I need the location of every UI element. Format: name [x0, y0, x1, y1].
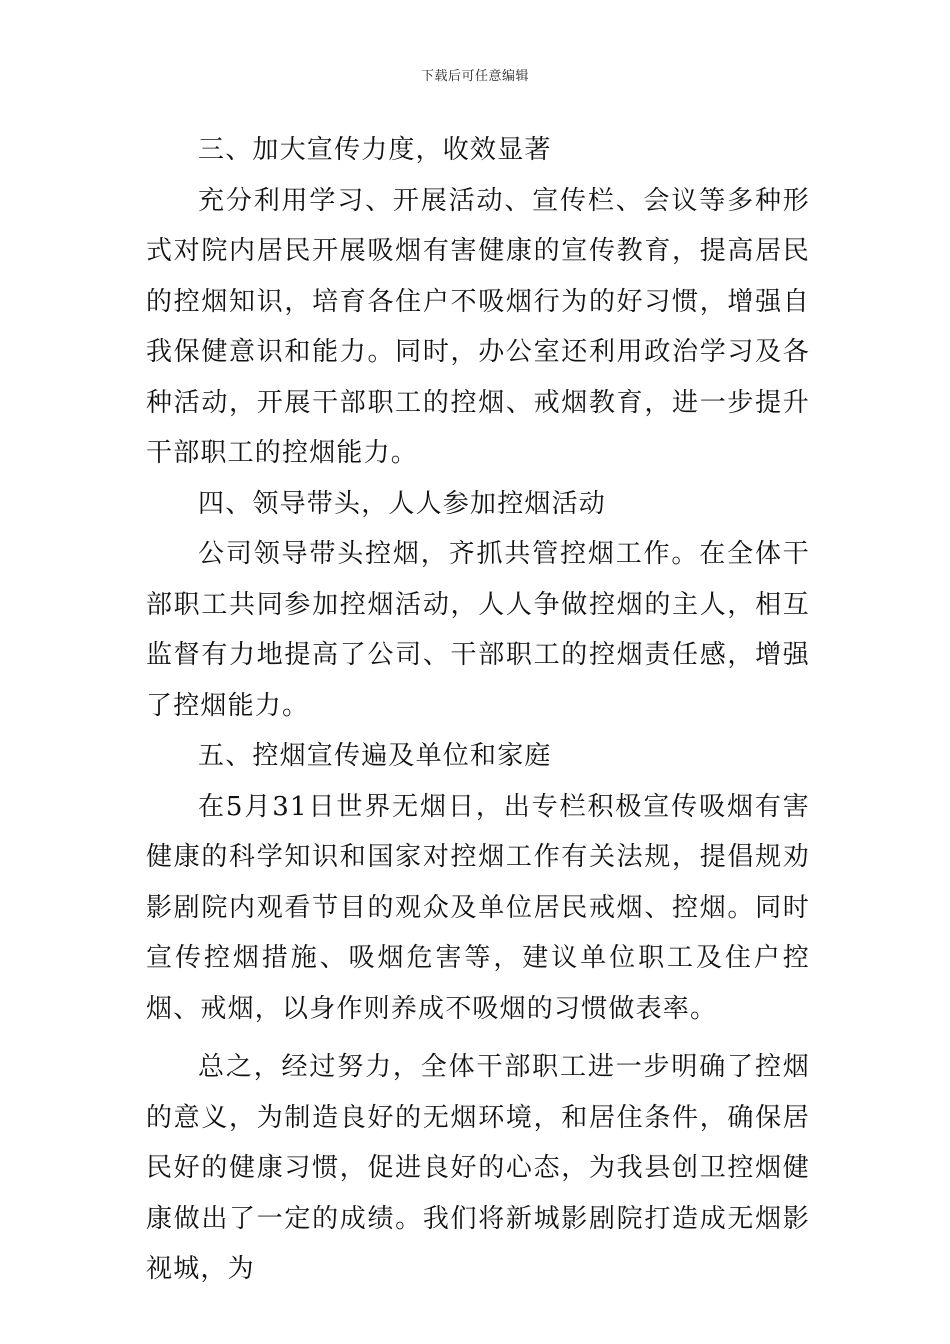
- conclusion-paragraph: 总之，经过努力，全体干部职工进一步明确了控烟的意义，为制造良好的无烟环境，和居住条件，确保居民好的健康习惯，促进良好的心态，为我县创卫控烟健康做出了一定的成绩。我们将新城影剧院打造成无烟影视城，为: [146, 1052, 810, 1284]
- paragraph-spacer: [146, 1034, 810, 1042]
- section-paragraph-3: 充分利用学习、开展活动、宣传栏、会议等多种形式对院内居民开展吸烟有害健康的宣传教育，提高居民的控烟知识，培育各住户不吸烟行为的好习惯，增强自我保健意识和能力。同时，办公室还利用政治学习及各种活动，开展干部职工的控烟、戒烟教育，进一步提升干部职工的控烟能力。: [146, 185, 810, 468]
- section-paragraph-5: 在5月31日世界无烟日，出专栏积极宣传吸烟有害健康的科学知识和国家对控烟工作有关法规，提倡规劝影剧院内观看节目的观众及单位居民戒烟、控烟。同时宣传控烟措施、吸烟危害等，建议单位职工及住户控烟、戒烟，以身作则养成不吸烟的习惯做表率。: [146, 791, 810, 1024]
- section-heading-3: 三、加大宣传力度，收效显著: [198, 135, 552, 165]
- page-header-note: 下载后可任意编辑: [420, 69, 529, 84]
- section-paragraph-4: 公司领导带头控烟，齐抓共管控烟工作。在全体干部职工共同参加控烟活动，人人争做控烟的主人，相互监督有力地提高了公司、干部职工的控烟责任感，增强了控烟能力。: [146, 539, 810, 721]
- section-heading-5: 五、控烟宣传遍及单位和家庭: [198, 741, 552, 771]
- document-body: [146, 125, 810, 1295]
- section-heading-4: 四、领导带头，人人参加控烟活动: [198, 488, 607, 519]
